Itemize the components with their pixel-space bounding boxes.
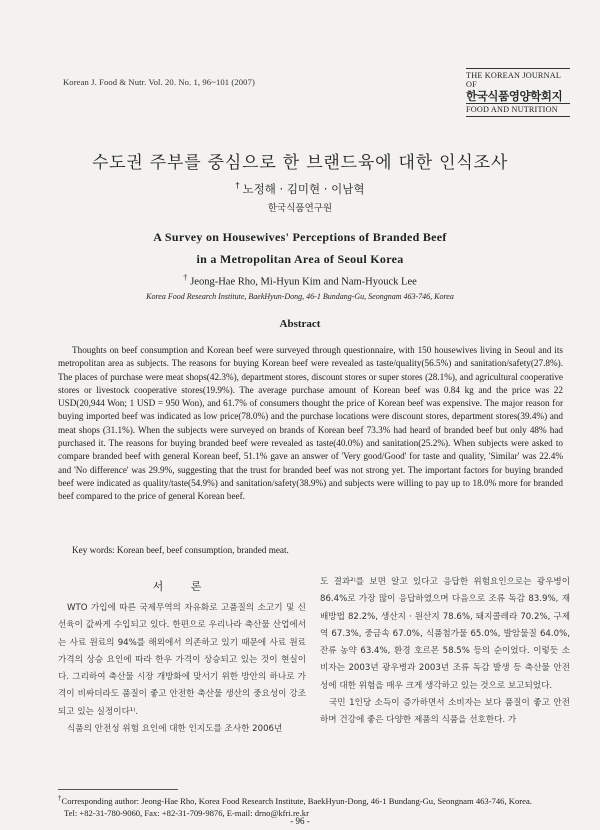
corresponding-mark: † [235,181,240,191]
footnote-mark: † [58,794,62,802]
section-title-introduction: 서 론 [152,580,214,593]
authors-korean [0,181,600,197]
title-korean: 수도권 주부를 중심으로 한 브랜드육에 대한 인식조사 [91,153,509,173]
title-english-line2: in a Metropolitan Area of Seoul Korea [196,252,404,266]
footnote-line-1 [58,792,578,807]
footnote-line-2: Tel: +82-31-780-9060, Fax: +82-31-709-9876, E-mail: drno@kfri.re.kr [64,807,309,818]
institution-english: Korea Food Research Institute, BaekHyun-Dong, 46-1 Bundang-Gu, Seongnam 463-746, Korea [146,292,454,301]
title-english-line1: A Survey on Housewives' Perceptions of Branded Beef [153,230,447,244]
right-paragraph-1: 도 결과²⁾를 보면 알고 있다고 응답한 위험요인으로는 광우병이 86.4%로 가장 많이 응답하였으며 다음으로 조류 독감 83.9%, 재배방법 82.2%, 생산지 · 원산지 78.6%, 돼지콜레라 70.2%, 구제역 67.3%, 중금속 67.0%, 식품첨가물 65.0%, 발암물질 64.0%, 잔류 농약 63.4%, 환경 호르몬 58.5% 등의 순이었다. 이렇듯 소비자는 2003년 광우병과 2003년 조류 독감 발생 등 축산물 안전성에 대한 위험을 매우 크게 생각하고 있는 것으로 보고되었다. [320,577,570,691]
journal-citation: Korean J. Food & Nutr. Vol. 20. No. 1, 96~101 (2007) [63,77,255,87]
right-column [320,574,570,730]
authors-korean-names: 노정해 · 김미현 · 이남혁 [242,182,365,196]
footnote-divider [58,789,178,790]
journal-name-ko: 한국식품영양학회지 [466,88,563,103]
institution-korean: 한국식품연구원 [267,203,333,214]
right-paragraph-2: 국민 1인당 소득이 증가하면서 소비자는 보다 품질이 좋고 안전하며 건강에 좋은 다양한 제품의 식품을 선호한다. 가 [320,698,570,726]
corresponding-mark-en: † [183,273,188,282]
journal-name-en-bottom: FOOD AND NUTRITION [466,103,570,114]
abstract-heading: Abstract [279,318,321,330]
abstract-body [58,344,563,504]
footnote [58,792,578,819]
left-column [58,600,306,738]
journal-logo [466,68,570,117]
title-english [0,226,600,270]
page-number: - 96 - [290,816,310,826]
footnote-author: Corresponding author: Jeong-Hae Rho, Korea Food Research Institute, BaekHyun-Dong, 46-1 Bundang-Gu, Seongnam 463-746, Korea. [61,795,532,806]
authors-english-names: Jeong-Hae Rho, Mi-Hyun Kim and Nam-Hyouck Lee [190,276,417,288]
journal-name-en-top: THE KOREAN JOURNAL OF [466,71,561,90]
authors-english [0,273,600,288]
left-paragraph-2: 식품의 안전성 위험 요인에 대한 인지도를 조사한 2006년 [67,724,283,735]
keywords: Key words: Korean beef, beef consumption, branded meat. [72,545,289,555]
abstract-text: Thoughts on beef consumption and Korean beef were surveyed through questionnaire, with 150 housewives living in Seoul and its metropolitan area as subjects. The reasons for buying Korean beef were revealed as taste/quality(56.5%) and sanitation/safety(27.8%). The places of purchase were meat shops(42.3%), department stores, discount stores or super stores (28.1%), and agricultural cooperative stores or livestock cooperative stores(19.9%). The average purchase amount of Korean beef was 0.84 kg and the price was 22 USD(20,944 Won; 1 USD = 950 Won), and 61.7% of consumers thought the price of Korean beef was expensive. The major reason for buying imported beef was indicated as low price(78.0%) and the purchase locations were discount stores, department stores(39.4%) and meat shops (31.1%). When the subjects were surveyed on brands of Korean beef 73.3% had heard of branded beef but only 48% had purchased it. The reasons for buying branded beef were revealed as taste(40.0%) and sanitation(25.2%). When subjects were asked to compare branded beef with general Korean beef, 51.1% gave an answer of 'Very good/Good' for taste and quality, 'Similar' was 22.4% and 'No difference' was 29.9%, suggesting that the trust for branded beef was not strong yet. The important factors for buying branded beef were indicated as quality/taste(54.9%) and sanitation/safety(38.9%) and subjects were willing to pay up to 18.0% more for branded beef compared to the price of general Korean beef. [58,345,563,502]
left-paragraph-1: WTO 가입에 따른 국제무역의 자유화로 고품질의 소고기 및 신선육이 값싸게 수입되고 있다. 한편으로 우리나라 축산물 산업에서는 사료 원료의 94%를 해외에서 의존하고 있기 때문에 사료 원료 가격의 상승 요인에 따라 한우 가격이 상승되고 있는 것이 현실이다. 그리하여 축산물 시장 개방화에 맞서기 위한 방안의 하나로 가격이 비싸더라도 품질이 좋고 안전한 축산물 생산의 중요성이 강조되고 있는 실정이다¹⁾. [58,603,306,717]
